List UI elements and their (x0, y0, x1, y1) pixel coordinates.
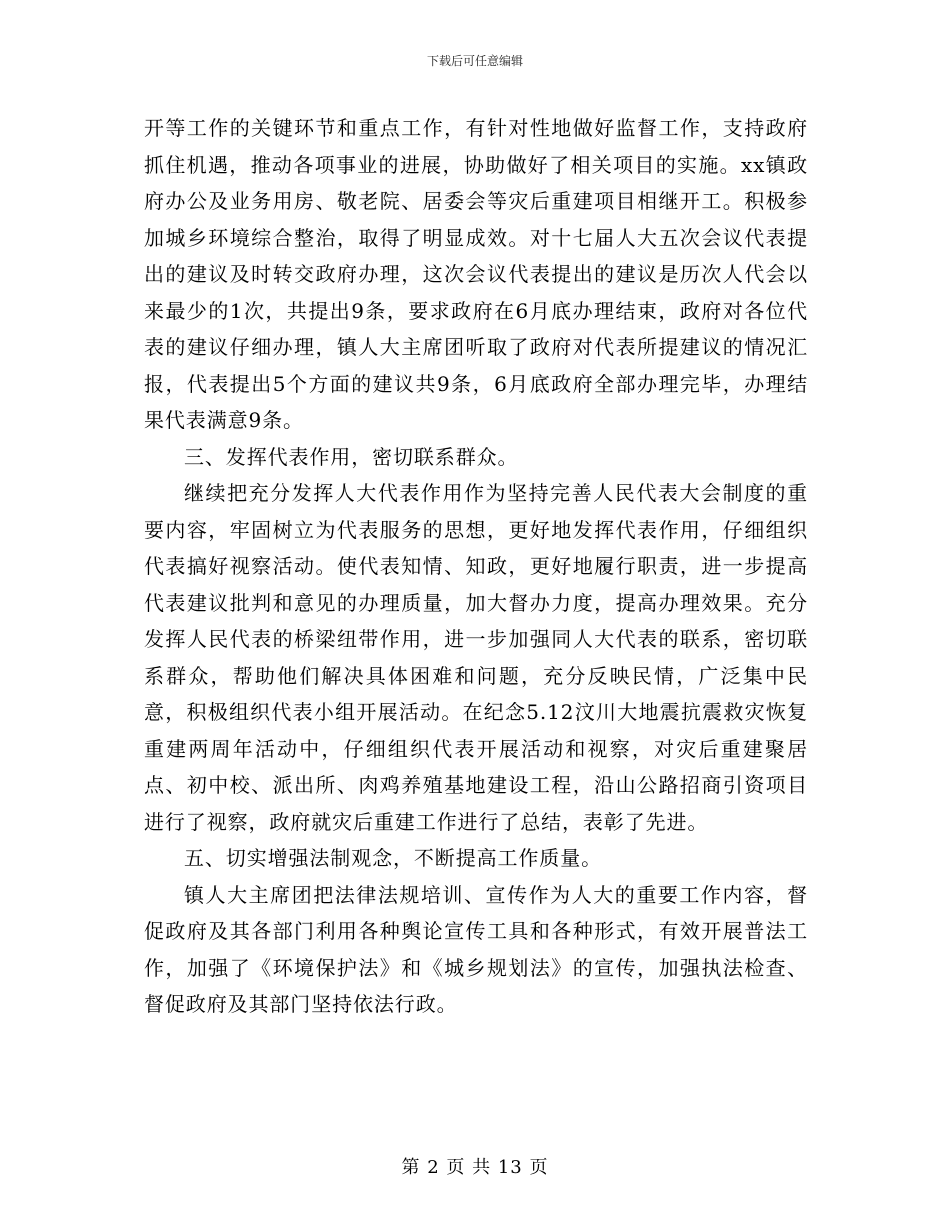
section-heading-3: 三、发挥代表作用，密切联系群众。 (184, 444, 519, 469)
paragraph-legal: 镇人大主席团把法律法规培训、宣传作为人大的重要工作内容，督促政府及其各部门利用各种舆论宣传工具和各种形式，有效开展普法工作，加强了《环境保护法》和《城乡规划法》的宣传，加强执法检查、督促政府及其部门坚持依法行政。 (144, 882, 808, 1016)
section-heading-5: 五、切实增强法制观念，不断提高工作质量。 (184, 846, 602, 870)
page-number-footer: 第 2 页 共 13 页 (401, 1157, 549, 1178)
paragraph-representatives: 继续把充分发挥人大代表作用作为坚持完善人民代表大会制度的重要内容，牢固树立为代表服务的思想，更好地发挥代表作用，仔细组织代表搞好视察活动。使代表知情、知政，更好地履行职责，进一步提高代表建议批判和意见的办理质量，加大督办力度，提高办理效果。充分发挥人民代表的桥梁纽带作用，进一步加强同人大代表的联系，密切联系群众，帮助他们解决具体困难和问题，充分反映民情，广泛集中民意，积极组织代表小组开展活动。在纪念5.12汶川大地震抗震救灾恢复重建两周年活动中，仔细组织代表开展活动和视察，对灾后重建聚居点、初中校、派出所、肉鸡养殖基地建设工程，沿山公路招商引资项目进行了视察，政府就灾后重建工作进行了总结，表彰了先进。 (144, 481, 808, 834)
document-body (144, 110, 808, 1023)
page-header-note: 下载后可任意编辑 (426, 54, 523, 68)
paragraph-continuation: 开等工作的关键环节和重点工作，有针对性地做好监督工作，支持政府抓住机遇，推动各项事业的进展，协助做好了相关项目的实施。xx镇政府办公及业务用房、敬老院、居委会等灾后重建项目相继开工。积极参加城乡环境综合整治，取得了明显成效。对十七届人大五次会议代表提出的建议及时转交政府办理，这次会议代表提出的建议是历次人代会以来最少的1次，共提出9条，要求政府在6月底办理结束，政府对各位代表的建议仔细办理，镇人大主席团听取了政府对代表所提建议的情况汇报，代表提出5个方面的建议共9条，6月底政府全部办理完毕，办理结果代表满意9条。 (144, 116, 808, 432)
